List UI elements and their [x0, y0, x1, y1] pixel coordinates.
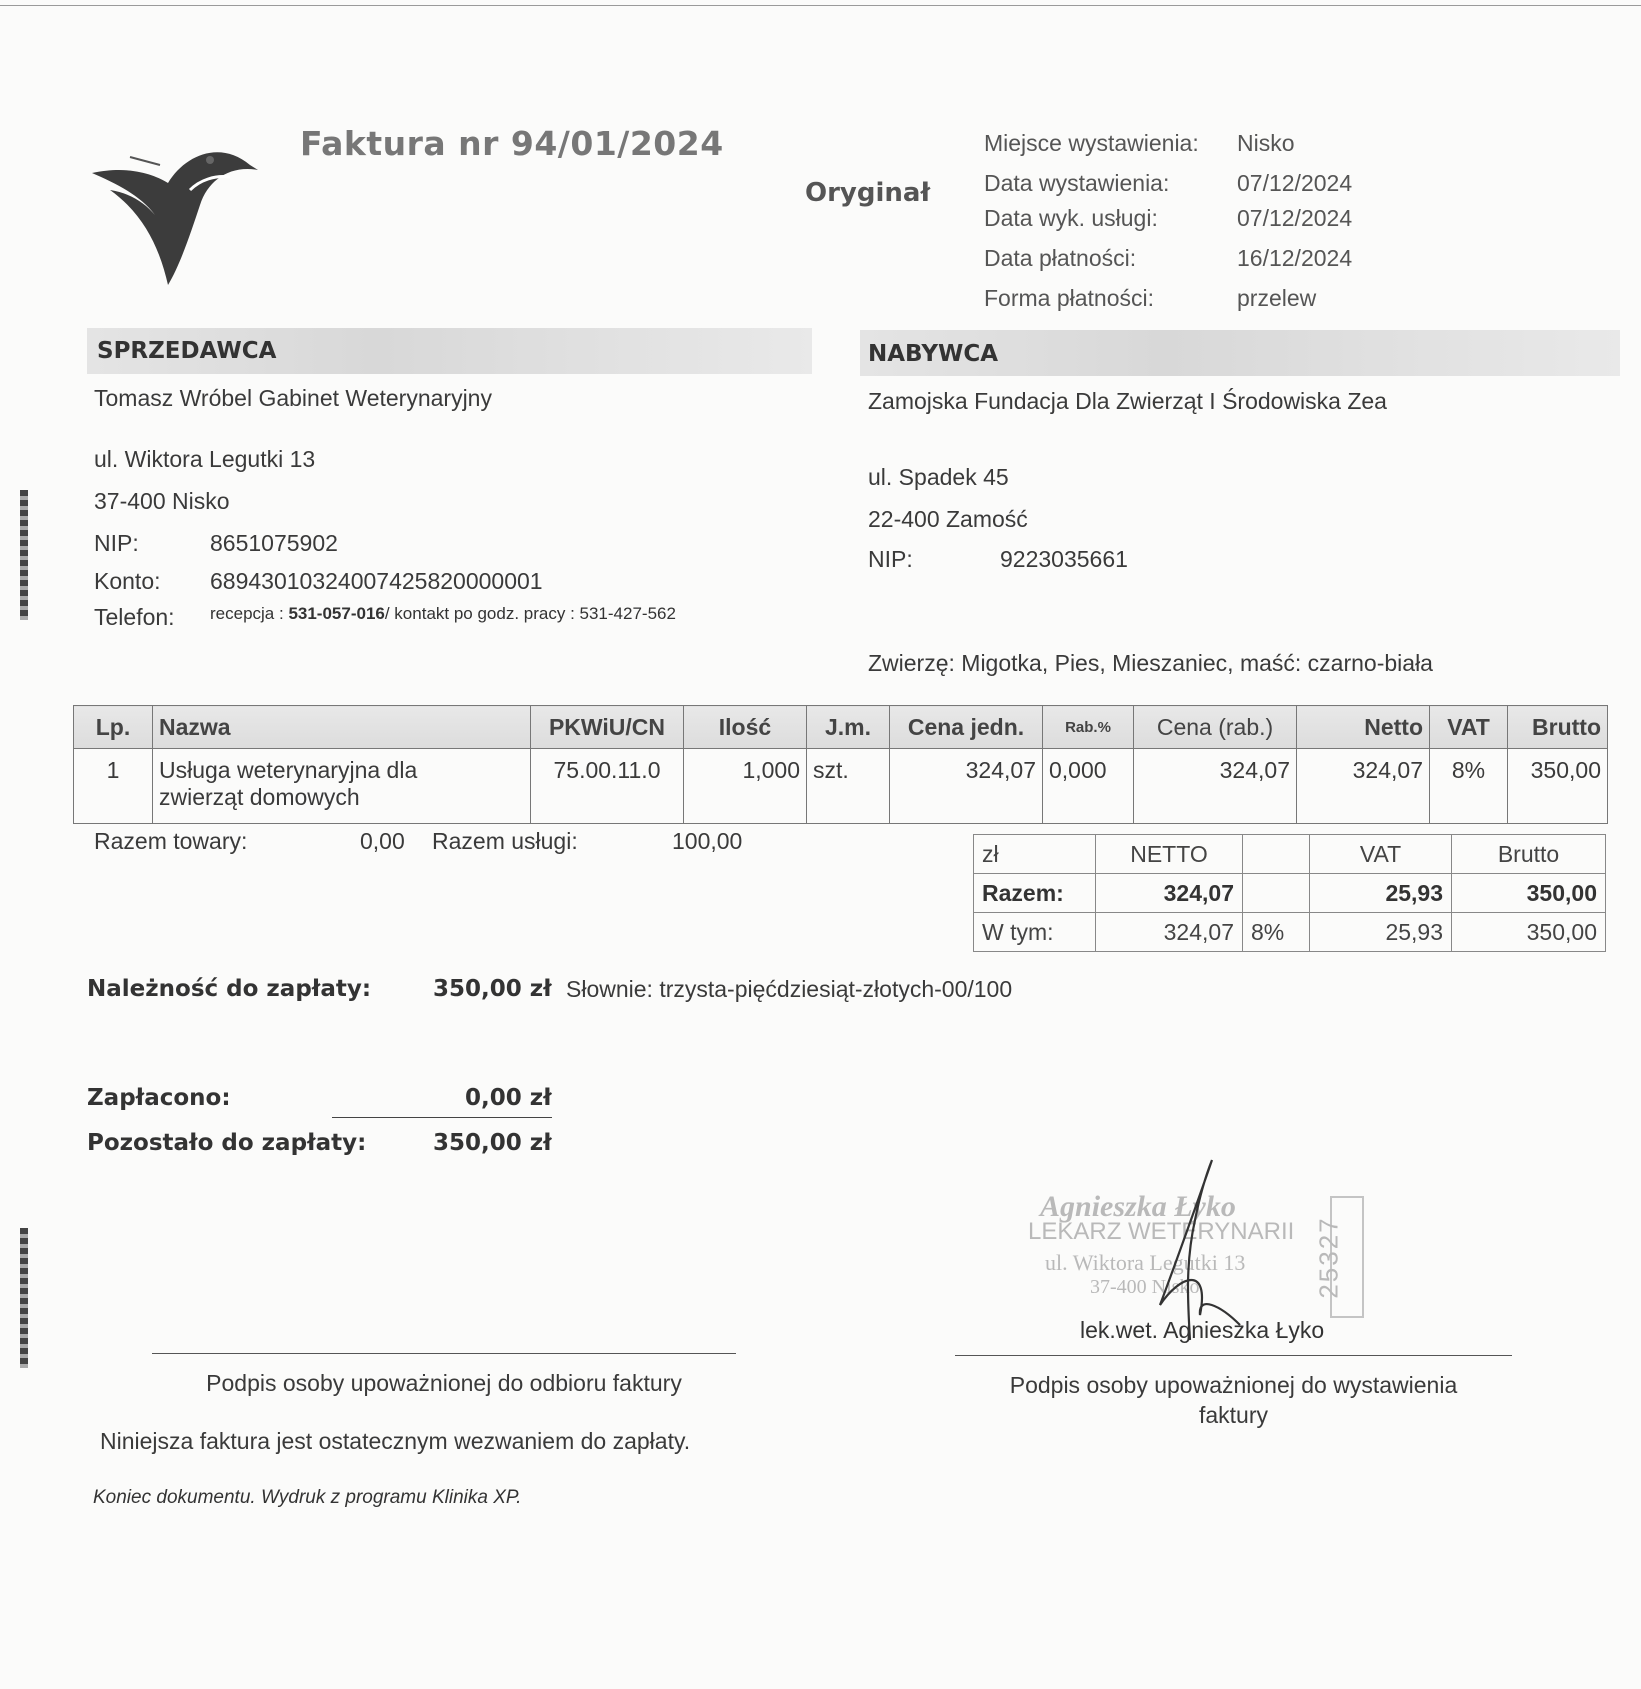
stamp-title: LEKARZ WETERYNARII — [1028, 1218, 1295, 1245]
seller-nip-label: NIP: — [94, 530, 139, 556]
cell-qty: 1,000 — [684, 749, 807, 824]
seller-header: SPRZEDAWCA — [97, 338, 277, 364]
buyer-street: ul. Spadek 45 — [868, 464, 1009, 490]
summary-incl-gross: 350,00 — [1452, 913, 1606, 952]
cell-unit: szt. — [807, 749, 890, 824]
stamp-number: 25327 — [1313, 1216, 1344, 1299]
cell-gross: 350,00 — [1508, 749, 1608, 824]
buyer-city: 22-400 Zamość — [868, 506, 1028, 532]
cell-name — [153, 749, 531, 824]
buyer-nip: 9223035661 — [1000, 546, 1128, 572]
col-name: Nazwa — [153, 706, 531, 749]
cell-net: 324,07 — [1297, 749, 1430, 824]
summary-total-row — [974, 874, 1606, 913]
amount-in-words: Słownie: trzysta-pięćdziesiąt-złotych-00/100 — [566, 976, 1013, 1002]
cell-vat: 8% — [1430, 749, 1508, 824]
cell-pkwiu: 75.00.11.0 — [531, 749, 684, 824]
summary-incl-net: 324,07 — [1096, 913, 1243, 952]
receiver-signature-line — [152, 1353, 736, 1354]
remaining-value: 350,00 zł — [433, 1130, 552, 1156]
scan-edge-mark — [20, 1228, 28, 1368]
summary-total-gross: 350,00 — [1452, 874, 1606, 913]
cell-price-after: 324,07 — [1134, 749, 1297, 824]
receiver-caption: Podpis osoby upoważnionej do odbioru faktury — [206, 1370, 682, 1396]
end-note: Koniec dokumentu. Wydruk z programu Klinika XP. — [93, 1487, 522, 1508]
meta-label: Data wyk. usługi: — [984, 205, 1158, 231]
paid-underline — [332, 1117, 552, 1118]
col-unit: J.m. — [807, 706, 890, 749]
copy-label: Oryginał — [805, 178, 931, 208]
buyer-header: NABYWCA — [868, 341, 999, 367]
remaining-label: Pozostało do zapłaty: — [87, 1130, 367, 1156]
phone-main: 531-057-016 — [288, 604, 385, 623]
col-lp: Lp. — [74, 706, 153, 749]
seller-header-band — [87, 328, 812, 374]
meta-value: 07/12/2024 — [1237, 170, 1353, 196]
meta-value: 16/12/2024 — [1237, 245, 1353, 271]
summary-vat-header: VAT — [1310, 835, 1452, 874]
seller-street: ul. Wiktora Legutki 13 — [94, 446, 316, 472]
seller-account: 68943010324007425820000001 — [210, 568, 543, 594]
summary-incl-label: W tym: — [974, 913, 1096, 952]
col-pkwiu: PKWiU/CN — [531, 706, 684, 749]
buyer-nip-label: NIP: — [868, 546, 913, 572]
seller-account-label: Konto: — [94, 568, 161, 594]
name-line: zwierząt domowych — [159, 784, 360, 810]
paid-label: Zapłacono: — [87, 1085, 231, 1111]
meta-value: Nisko — [1237, 130, 1295, 156]
issuer-signature-line — [955, 1355, 1512, 1356]
cell-discount: 0,000 — [1043, 749, 1134, 824]
invoice-title: Faktura nr 94/01/2024 — [300, 124, 724, 163]
summary-incl-vat: 25,93 — [1310, 913, 1452, 952]
summary-empty — [1243, 874, 1310, 913]
scan-edge-mark — [20, 490, 28, 620]
paid-value: 0,00 zł — [465, 1085, 552, 1111]
issuer-caption: faktury — [1198, 1402, 1269, 1428]
services-value: 100,00 — [672, 828, 743, 854]
goods-value: 0,00 — [360, 828, 405, 854]
stamp-street: ul. Wiktora Legutki 13 — [1045, 1250, 1246, 1275]
summary-incl-rate: 8% — [1243, 913, 1310, 952]
final-notice: Niniejsza faktura jest ostatecznym wezwaniem do zapłaty. — [100, 1428, 691, 1454]
summary-header-row — [974, 835, 1606, 874]
goods-label: Razem towary: — [94, 828, 248, 854]
meta-label: Data wystawienia: — [984, 170, 1170, 196]
seller-nip: 8651075902 — [210, 530, 338, 556]
seller-phone — [210, 604, 676, 624]
col-net: Netto — [1297, 706, 1430, 749]
services-label: Razem usługi: — [432, 828, 578, 854]
summary-total-label: Razem: — [974, 874, 1096, 913]
buyer-name: Zamojska Fundacja Dla Zwierząt I Środowiska Zea — [868, 388, 1387, 414]
meta-value: przelew — [1237, 285, 1317, 311]
phone-rest: / kontakt po godz. pracy : 531-427-562 — [384, 604, 676, 623]
table-row — [74, 749, 1608, 824]
stamp-name: Agnieszka Łyko — [1040, 1190, 1236, 1223]
seller-name: Tomasz Wróbel Gabinet Weterynaryjny — [94, 385, 492, 411]
cell-lp: 1 — [74, 749, 153, 824]
seller-city: 37-400 Nisko — [94, 488, 230, 514]
items-header-row — [74, 706, 1608, 749]
col-qty: Ilość — [684, 706, 807, 749]
stamp-number-box — [1313, 1196, 1364, 1318]
meta-value: 07/12/2024 — [1237, 205, 1353, 231]
buyer-header-band — [860, 330, 1620, 376]
summary-gross-header: Brutto — [1452, 835, 1606, 874]
phone-prefix: recepcja : — [210, 604, 289, 623]
summary-total-net: 324,07 — [1096, 874, 1243, 913]
meta-label: Forma płatności: — [984, 285, 1155, 311]
vat-summary-table — [973, 834, 1606, 952]
cell-unit-price: 324,07 — [890, 749, 1043, 824]
amount-due-value: 350,00 zł — [433, 976, 552, 1002]
col-vat: VAT — [1430, 706, 1508, 749]
issuer-caption: Podpis osoby upoważnionej do wystawienia — [1009, 1372, 1458, 1398]
summary-net-header: NETTO — [1096, 835, 1243, 874]
animal-info: Zwierzę: Migotka, Pies, Mieszaniec, maść: czarno-biała — [868, 650, 1433, 676]
top-rule — [0, 5, 1641, 6]
name-line: Usługa weterynaryjna dla — [159, 757, 418, 783]
clinic-logo — [90, 135, 260, 290]
col-gross: Brutto — [1508, 706, 1608, 749]
col-discount: Rab.% — [1043, 706, 1134, 749]
meta-label: Data płatności: — [984, 245, 1137, 271]
issuer-name: lek.wet. Agnieszka Łyko — [1080, 1317, 1325, 1343]
summary-total-vat: 25,93 — [1310, 874, 1452, 913]
col-unit-price: Cena jedn. — [890, 706, 1043, 749]
amount-due-label: Należność do zapłaty: — [87, 976, 372, 1002]
meta-label: Miejsce wystawienia: — [984, 130, 1199, 156]
stamp-city: 37-400 Nisko — [1090, 1276, 1200, 1298]
summary-empty — [1243, 835, 1310, 874]
items-table — [73, 705, 1608, 824]
col-price-after: Cena (rab.) — [1134, 706, 1297, 749]
summary-currency: zł — [974, 835, 1096, 874]
seller-phone-label: Telefon: — [94, 604, 175, 630]
summary-incl-row — [974, 913, 1606, 952]
